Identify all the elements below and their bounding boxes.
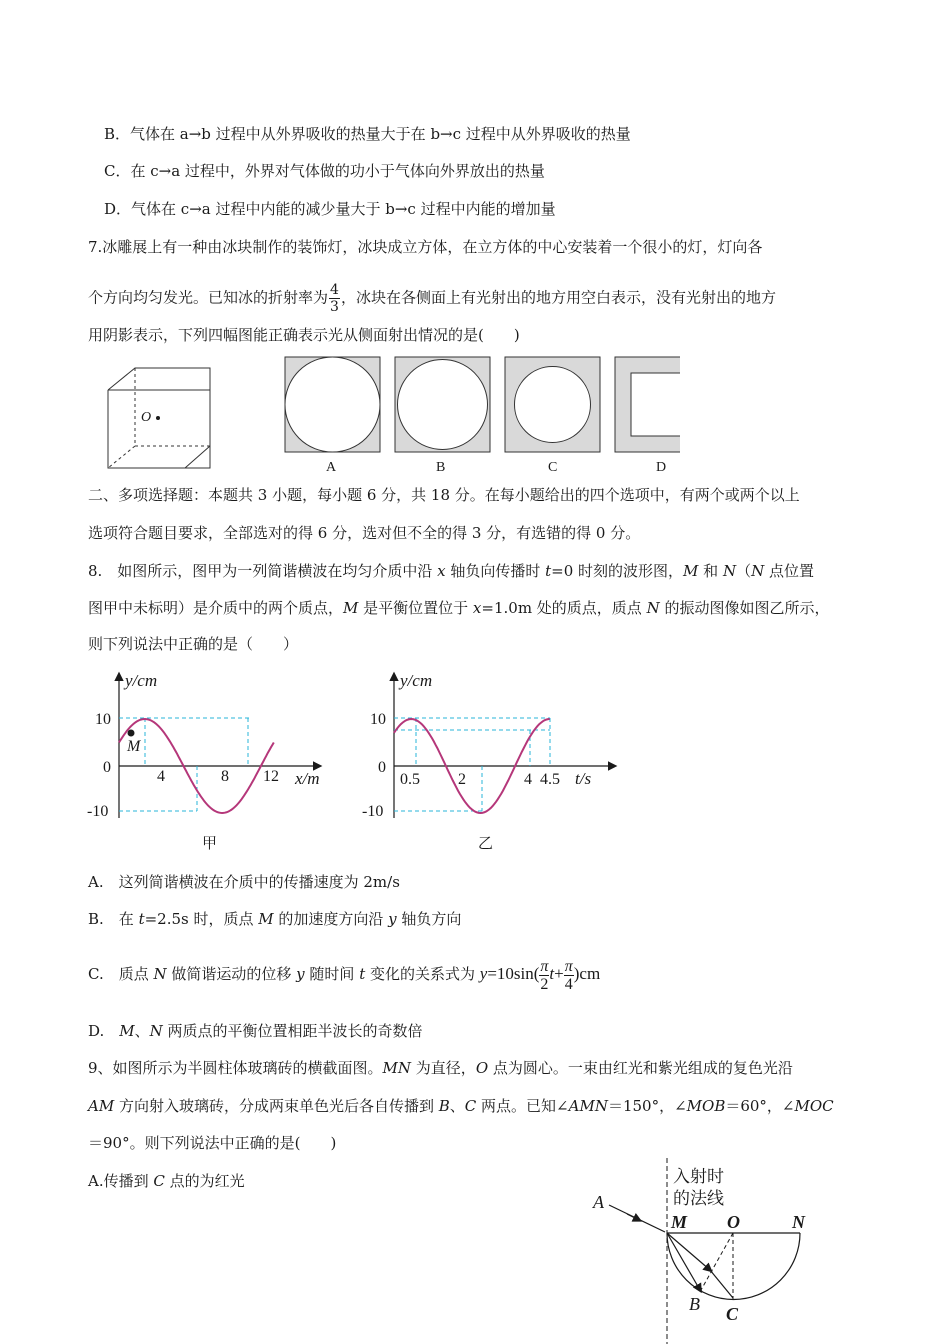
q8-text: =2.5s 时，质点	[144, 910, 259, 928]
y-tick-neg10: -10	[362, 803, 384, 820]
q7-fraction	[329, 282, 340, 315]
q8-text: （	[736, 562, 752, 580]
frac-den: 2	[540, 975, 549, 993]
cube-center-dot	[156, 416, 160, 420]
y-tick-10: 10	[95, 711, 111, 728]
q9-text: A.传播到	[88, 1172, 154, 1190]
q8-text: 两质点的平衡位置相距半波长的奇数倍	[162, 1022, 423, 1040]
formula-end: )cm	[573, 964, 601, 983]
option-c-diagram	[505, 357, 600, 452]
point-m-label: M	[127, 738, 141, 755]
q9-var: MOC	[794, 1097, 834, 1115]
label-n: N	[792, 1212, 805, 1232]
t-tick-2: 2	[458, 771, 466, 788]
y-tick-0: 0	[103, 759, 111, 776]
q8-var: N	[751, 562, 765, 580]
q8-text: 点位置	[764, 562, 814, 580]
y-axis-label: y/cm	[400, 671, 433, 690]
q8-var: x	[437, 562, 446, 580]
q8-text: 的加速度方向沿	[273, 910, 389, 928]
option-a-label: A	[326, 460, 337, 475]
formula-t: t	[549, 964, 555, 983]
q8-text: B. 在	[88, 910, 139, 928]
q9-text: 点为圆心。一束由红光和紫光组成的复色光沿	[488, 1059, 793, 1077]
x-tick-8: 8	[221, 768, 229, 785]
q9-text: 、	[449, 1097, 465, 1115]
q8-var: t	[138, 910, 145, 928]
label-a: A	[593, 1192, 604, 1212]
ray-c-end	[710, 1270, 733, 1298]
q8-text: =1.0m 处的质点，质点	[481, 599, 647, 617]
q8-var: M	[343, 599, 359, 617]
x-axis-label: x/m	[295, 769, 320, 788]
q9-option-a	[88, 1171, 245, 1191]
q9-text: 9、如图所示为半圆柱体玻璃砖的横截面图。	[88, 1059, 383, 1077]
q8-stem-line3: 则下列说法中正确的是（ ）	[88, 635, 299, 653]
q9-stem-line1	[88, 1058, 793, 1078]
q8-var: y	[388, 910, 397, 928]
q8-var: N	[153, 965, 167, 983]
incident-arrow	[627, 1214, 639, 1220]
q8-option-a: A. 这列简谐横波在介质中的传播速度为 2m/s	[88, 873, 400, 891]
q9-var: B	[438, 1097, 450, 1115]
q8-var: N	[149, 1022, 163, 1040]
section2-instructions-line1: 二、多项选择题：本题共 3 小题，每小题 6 分，共 18 分。在每小题给出的四个选项中，有两个或两个以上	[88, 486, 800, 504]
frac-den: 4	[564, 975, 573, 993]
q9-text: 为直径，	[411, 1059, 476, 1077]
guide-lines	[119, 718, 251, 811]
q9-stem-line2	[88, 1096, 834, 1116]
t-tick-4: 4	[524, 771, 532, 788]
guide-lines	[394, 718, 550, 811]
ray-to-c	[667, 1233, 710, 1270]
option-d-label: D	[656, 460, 667, 475]
q9-stem-line3: ＝90°。则下列说法中正确的是( )	[88, 1134, 337, 1152]
x-tick-4: 4	[157, 768, 165, 785]
q8-var: N	[722, 562, 737, 580]
label-o: O	[727, 1212, 740, 1232]
q7-stem-text-a: 个方向均匀发光。已知冰的折射率为	[88, 288, 329, 307]
section2-instructions-line2: 选项符合题目要求，全部选对的得 6 分，选对但不全的得 3 分，有选错的得 0 分。	[88, 524, 641, 542]
q9-text: 方向射入玻璃砖，分成两束单色光后各自传播到	[114, 1097, 439, 1115]
q7-figures	[100, 355, 680, 480]
q8-text: 轴负方向	[396, 910, 462, 928]
y-tick-10: 10	[370, 711, 386, 728]
q7-stem-line3: 用阴影表示，下列四幅图能正确表示光从侧面射出情况的是( )	[88, 326, 520, 344]
q9-text: 点的为红光	[164, 1172, 245, 1190]
frac-pi-4	[564, 958, 574, 993]
normal-label-line2: 的法线	[673, 1189, 724, 1208]
q9-text: ＝150°，∠	[607, 1097, 687, 1115]
q8-stem-line2	[88, 598, 829, 618]
q8-var: t	[545, 562, 552, 580]
label-m: M	[671, 1212, 688, 1232]
formula-sin: =10sin(	[487, 964, 540, 983]
q8-text: 和	[698, 562, 723, 580]
q7-stem-line2	[88, 282, 776, 315]
q8-text: 做简谐运动的位移	[166, 965, 297, 983]
q8-option-d	[88, 1021, 423, 1041]
q7-fraction-num: 4	[330, 282, 339, 298]
q8-var: y	[296, 965, 305, 983]
q8-var: M	[119, 1022, 135, 1040]
q9-text: 两点。已知∠	[476, 1097, 569, 1115]
vibration-graph-yi	[360, 668, 620, 828]
cube-center-label: O	[141, 410, 152, 425]
label-c: C	[726, 1304, 739, 1324]
q8-var: N	[646, 599, 660, 617]
q7-fraction-den: 3	[330, 299, 339, 315]
q8-text: 是平衡位置位于	[358, 599, 473, 617]
normal-label-line1: 入射时	[673, 1167, 724, 1186]
option-b-label: B	[436, 460, 446, 475]
option-b-diagram	[395, 357, 490, 452]
t-tick-4.5: 4.5	[540, 771, 560, 788]
q8-option-b	[88, 909, 461, 929]
q8-text: C. 质点	[88, 965, 154, 983]
q9-var: AMN	[568, 1097, 608, 1115]
y-tick-0: 0	[378, 759, 386, 776]
point-m-dot	[128, 730, 135, 737]
q8-text: 的振动图像如图乙所示，	[659, 599, 830, 617]
q8-text: 、	[134, 1022, 150, 1040]
q9-var: AM	[88, 1097, 115, 1115]
option-a-diagram	[285, 357, 380, 452]
q9-var: MN	[382, 1059, 412, 1077]
q8-option-c	[88, 956, 600, 993]
ray-to-b	[667, 1233, 700, 1290]
t-tick-0.5: 0.5	[400, 771, 420, 788]
q8-var: t	[359, 965, 366, 983]
q7-stem-text-b: ，冰块在各侧面上有光射出的地方用空白表示，没有光射出的地方	[340, 288, 776, 307]
y-tick-neg10: -10	[87, 803, 109, 820]
q9-var: C	[464, 1097, 477, 1115]
frac-num: π	[540, 957, 549, 975]
q9-var: MOB	[686, 1097, 726, 1115]
caption-yi: 乙	[478, 834, 494, 852]
caption-jia: 甲	[202, 834, 218, 852]
q8-var: M	[258, 910, 274, 928]
q8-text: =0 时刻的波形图，	[551, 562, 684, 580]
option-d-diagram	[615, 357, 680, 452]
radius-ob	[701, 1233, 733, 1290]
wave-graph-jia	[85, 668, 345, 828]
t-axis-label: t/s	[575, 769, 592, 788]
q8-text: 图甲中未标明）是介质中的两个质点，	[88, 599, 344, 617]
x-tick-12: 12	[263, 768, 279, 785]
formula-plus: +	[554, 964, 564, 983]
q8-text: 随时间	[304, 965, 360, 983]
frac-pi-2	[539, 958, 549, 993]
formula-y: y	[479, 964, 488, 983]
q8-text: 轴负向传播时	[445, 562, 546, 580]
q8-stem-line1	[88, 561, 814, 581]
q6-option-b: B．气体在 a→b 过程中从外界吸收的热量大于在 b→c 过程中从外界吸收的热量	[104, 125, 631, 143]
q9-var: C	[153, 1172, 165, 1190]
q8-var: M	[683, 562, 699, 580]
q9-var: O	[475, 1059, 489, 1077]
formula	[479, 957, 601, 993]
q7-stem-line1: 7.冰雕展上有一种由冰块制作的装饰灯，冰块成立方体，在立方体的中心安装着一个很小的灯，灯向各	[88, 238, 763, 256]
label-b: B	[689, 1294, 700, 1314]
q8-text: 8. 如图所示，图甲为一列简谐横波在均匀介质中沿	[88, 562, 438, 580]
q8-var: x	[472, 599, 482, 617]
q8-text: D.	[88, 1022, 120, 1040]
y-axis-label: y/cm	[125, 671, 158, 690]
q6-option-c: C．在 c→a 过程中，外界对气体做的功小于气体向外界放出的热量	[104, 162, 545, 180]
option-c-label: C	[548, 460, 558, 475]
q6-option-d: D．气体在 c→a 过程中内能的减少量大于 b→c 过程中内能的增加量	[104, 200, 556, 218]
semicircle-glass-diagram	[585, 1158, 825, 1344]
q9-text: ＝60°，∠	[725, 1097, 795, 1115]
frac-num: π	[564, 957, 573, 975]
q8-text: 变化的关系式为	[365, 965, 480, 983]
